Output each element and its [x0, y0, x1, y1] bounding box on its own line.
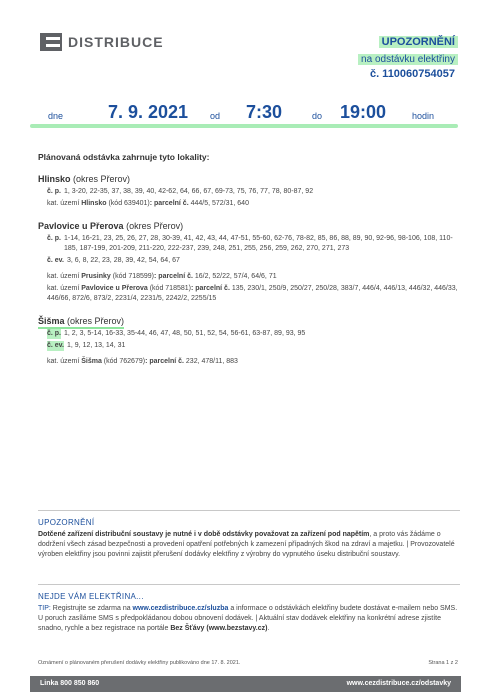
- notice-box: [358, 33, 458, 82]
- notice-subtitle: na odstávku elektřiny: [358, 54, 458, 65]
- house-numbers-row: č. p. 1, 2, 3, 5-14, 16-33, 35-44, 46, 47, 48, 50, 51, 52, 54, 56-61, 63-87, 89, 93, 95: [47, 330, 306, 337]
- location-title: Šišma (okres Přerov): [38, 316, 463, 326]
- footer-bar: [30, 676, 461, 692]
- info-title: NEJDE VÁM ELEKTŘINA...: [38, 592, 144, 601]
- cadastral-row: kat. území Prusinky (kód 718599): parcelní č. 16/2, 52/22, 57/4, 64/6, 71: [47, 273, 277, 280]
- footer-url-link[interactable]: www.cezdistribuce.cz/odstavky: [346, 680, 451, 687]
- logo: [40, 33, 164, 51]
- warning-section: [38, 518, 460, 560]
- bezstavy-link[interactable]: (www.bezstavy.cz): [204, 625, 268, 632]
- divider: [38, 510, 460, 511]
- publication-note: Oznámení o plánovaném přerušení dodávky elektřiny publikováno dne 17. 8. 2021.: [38, 660, 241, 666]
- house-numbers-row: č. p. 1, 3-20, 22-35, 37, 38, 39, 40, 42-62, 64, 66, 67, 69-73, 75, 76, 77, 78, 80-87, 92: [47, 188, 314, 195]
- house-numbers-row: č. p. 1-14, 16-21, 23, 25, 26, 27, 28, 30-39, 41, 42, 43, 44, 47-51, 55-60, 62-76, 78-82, 85, 86, 88, 89, 90, 92-96, 98-106, 108, 110-185, 187-199, 201-209, 211-220, 222-237, 239, 248, 251, 255, 256, 259, 262, 270, 271, 273: [47, 235, 453, 252]
- highlight-rule: [30, 124, 458, 128]
- info-section: [38, 592, 460, 634]
- label-from: od: [210, 111, 221, 121]
- page-number: Strana 1 z 2: [428, 660, 458, 666]
- logo-text: DISTRIBUCE: [68, 34, 164, 50]
- cez-logo-icon: [40, 33, 62, 51]
- outage-dateline: [40, 103, 458, 125]
- time-from: 7:30: [246, 102, 283, 122]
- warning-text: Dotčené zařízení distribuční soustavy je nutné i v době odstávky považovat za zařízení pod napětím, a proto vás žádáme o dodržení všech zásad bezpečnosti a provedení opatření potřebných k zamezení případných škod na zdraví a majetku. | Provozovatelé výroben elektřiny jsou povinni zajistit přerušení dodávky elektřiny z výrobny do vypnutého úseku distribuční soustavy.: [38, 531, 455, 558]
- outage-date: 7. 9. 2021: [108, 102, 189, 122]
- notice-number: č. 110060754057: [369, 68, 455, 80]
- evidence-numbers-row: č. ev. 1, 9, 12, 13, 14, 31: [47, 342, 126, 349]
- location-title: Hlinsko (okres Přerov): [38, 174, 131, 184]
- info-text: TIP: Registrujte se zdarma na www.cezdistribuce.cz/sluzba a informace o odstávkách elektřiny budete dostávat e-mailem nebo SMS. U poruch zasíláme SMS s předpokládanou dobou obnovení dodávek. | Aktuální stav dodávek elektřiny na konkrétní adrese zjistíte snadno, rychle a bez registrace na portále Bez Šťávy (www.bezstavy.cz).: [38, 605, 458, 632]
- time-to: 19:00: [340, 102, 387, 122]
- locations-intro: Plánovaná odstávka zahrnuje tyto lokality:: [38, 152, 210, 162]
- location-title: Pavlovice u Přerova (okres Přerov): [38, 221, 184, 231]
- label-to: do: [312, 111, 323, 121]
- label-day: dne: [48, 111, 64, 121]
- hotline-phone[interactable]: Linka 800 850 860: [40, 680, 100, 687]
- cadastral-row: kat. území Pavlovice u Přerova (kód 718581): parcelní č. 135, 230/1, 250/9, 250/27, 250/28, 383/7, 446/4, 446/13, 446/32, 446/33, 446/66, 872/6, 873/2, 2231/4, 2231/5, 2242/2, 2255/15: [47, 285, 458, 302]
- evidence-numbers-row: č. ev. 3, 6, 8, 22, 23, 28, 39, 42, 54, 64, 67: [47, 257, 180, 264]
- registration-link[interactable]: www.cezdistribuce.cz/sluzba: [132, 605, 229, 612]
- label-hours: hodin: [412, 111, 435, 121]
- cadastral-row: kat. území Šišma (kód 762679): parcelní č. 232, 478/11, 883: [47, 358, 238, 365]
- divider: [38, 584, 460, 585]
- locations-section: [38, 152, 463, 369]
- cadastral-row: kat. území Hlinsko (kód 639401): parcelní č. 444/5, 572/31, 640: [47, 200, 249, 207]
- warning-title: UPOZORNĚNÍ: [38, 518, 95, 527]
- notice-title: UPOZORNĚNÍ: [379, 36, 458, 48]
